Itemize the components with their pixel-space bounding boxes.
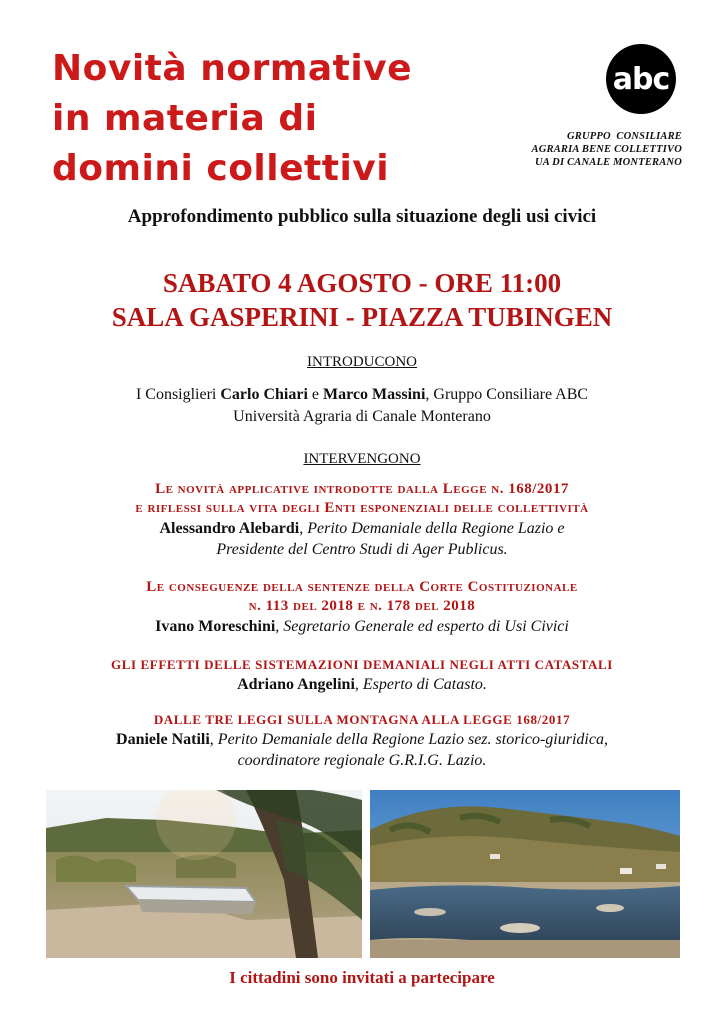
talk-1-role-line-2 (40, 539, 684, 560)
subtitle: Approfondimento pubblico sulla situazione degli usi civici (127, 206, 597, 227)
talk-3-title-1: GLI EFFETTI DELLE SISTEMAZIONI DEMANIALI NEGLI ATTI CATASTALI (111, 657, 613, 672)
intro-pre: I Consiglieri (135, 386, 221, 403)
talk-1-title-1: Le novità applicative introdotte dalla Legge n. 168/2017 (155, 481, 569, 497)
talk-2 (40, 578, 684, 637)
talk-1-role-1: Perito Demaniale della Regione Lazio e (307, 520, 565, 537)
poster-title (52, 44, 522, 194)
title-line-1: Novità normative (52, 48, 413, 89)
intro-post: , Gruppo Consiliare ABC (425, 386, 589, 403)
event-date: SABATO 4 AGOSTO - ORE 11:00 (162, 268, 562, 298)
abc-logo (606, 44, 676, 114)
talk-1-title-2: e riflessi sulla vita degli Enti esponenziali delle collettività (135, 500, 589, 516)
intro-line-2: Università Agraria di Canale Monterano (233, 408, 491, 425)
talk-3-role-1: Esperto di Catasto. (362, 676, 487, 693)
talk-4 (40, 710, 684, 771)
talk-1-speaker: Alessandro Alebardi (159, 520, 300, 537)
title-line-2: in materia di (52, 98, 318, 139)
talk-3-speaker-line: Adriano Angelini, Esperto di Catasto. (237, 676, 487, 693)
talk-4-speaker-line: Daniele Natili, Perito Demaniale della Regione Lazio sez. storico-giuridica, (116, 731, 608, 748)
talk-3-speaker: Adriano Angelini (237, 676, 355, 693)
talk-4-role-1: Perito Demaniale della Regione Lazio sez. storico-giuridica, (217, 731, 608, 748)
talk-2-title-2: n. 113 del 2018 e n. 178 del 2018 (248, 598, 476, 614)
talk-2-speaker: Ivano Moreschini (155, 618, 276, 635)
logo-text: abc (612, 61, 670, 97)
talk-1-speaker-line: Alessandro Alebardi, Perito Demaniale della Regione Lazio e (159, 520, 565, 537)
intro-name-1: Carlo Chiari (220, 386, 308, 403)
footer-invitation: I cittadini sono invitati a partecipare (229, 968, 495, 987)
title-line-3: domini collettivi (52, 148, 390, 189)
talk-3 (40, 655, 684, 695)
event-info (0, 266, 724, 334)
intro-text (0, 384, 724, 428)
photo-fountain (46, 790, 362, 958)
talk-4-title-1: DALLE TRE LEGGI SULLA MONTAGNA ALLA LEGGE 168/2017 (153, 712, 571, 727)
intro-mid: e (307, 386, 324, 403)
intro-name-2: Marco Massini (323, 386, 426, 403)
talk-4-role-2: coordinatore regionale G.R.I.G. Lazio. (237, 752, 487, 769)
talk-2-title-1: Le conseguenze della sentenze della Corte Costituzionale (146, 579, 578, 595)
photo-river (370, 790, 680, 958)
intro-line-1 (0, 384, 724, 406)
talk-4-role-line-2 (40, 750, 684, 771)
talk-1-role-2: Presidente del Centro Studi di Ager Publicus. (216, 541, 508, 558)
group-line-3: UA DI CANALE MONTERANO (534, 157, 682, 168)
intro-label: INTRODUCONO (307, 354, 417, 370)
group-credit (482, 130, 682, 169)
talk-4-speaker: Daniele Natili (116, 731, 210, 748)
group-line-1: GRUPPO CONSILIARE (566, 131, 682, 142)
group-line-2: AGRARIA BENE COLLETTIVO (531, 144, 682, 155)
talk-1 (40, 480, 684, 560)
talk-2-speaker-line: Ivano Moreschini, Segretario Generale ed esperto di Usi Civici (155, 618, 569, 635)
speakers-label: INTERVENGONO (303, 451, 421, 467)
event-place: SALA GASPERINI - PIAZZA TUBINGEN (111, 302, 613, 332)
talk-2-role-1: Segretario Generale ed esperto di Usi Civici (283, 618, 569, 635)
